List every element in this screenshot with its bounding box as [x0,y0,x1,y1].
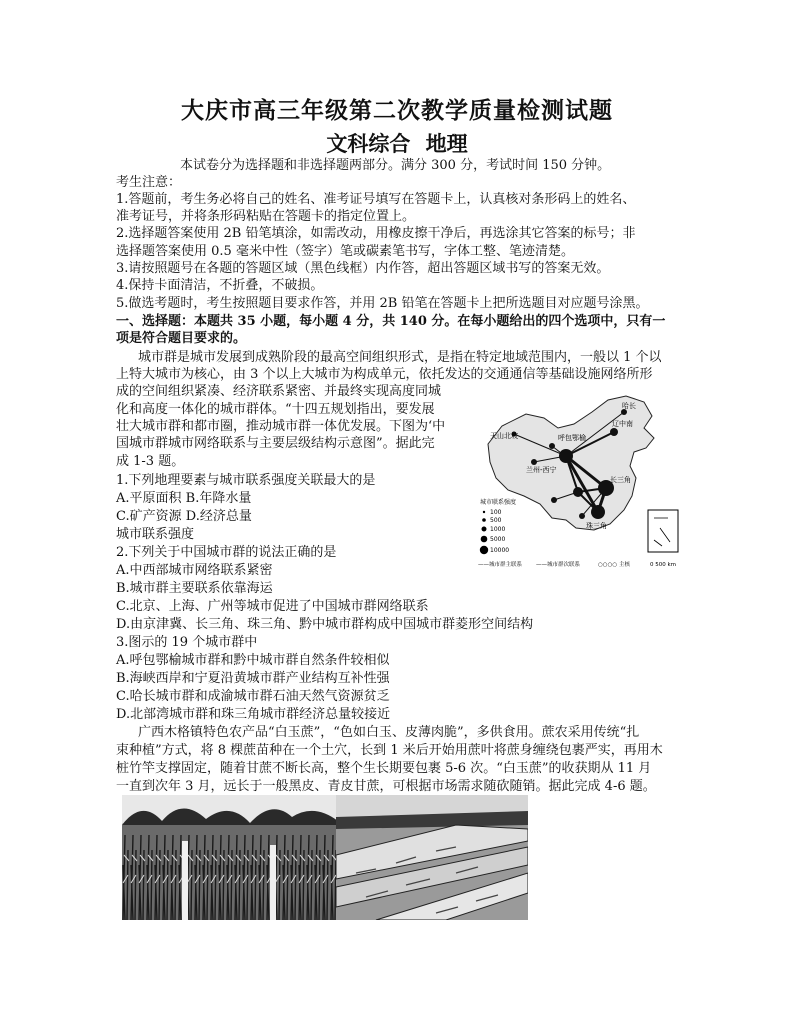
notice-line: 2.选择题答案使用 2B 铅笔填涂，如需改动，用橡皮擦干净后，再选涂其它答案的标号；非 [116,226,636,241]
passage-line: 城市群是城市发展到成熟阶段的最高空间组织形式，是指在特定地域范围内，一般以 1 个以 [138,350,662,365]
passage-line: 化和高度一体化的城市群体。“十四五规划指出，要发展 [116,402,435,417]
question-option: D.由京津冀、长三角、珠三角、黔中城市群构成中国城市群菱形空间结构 [116,617,534,632]
scale-bar-label: 0 500 km [650,562,677,568]
map-label: 呼包鄂榆 [558,434,586,442]
notice-line: 3.请按照题号在各题的答题区域（黑色线框）内作答，超出答题区域书写的答案无效。 [116,261,610,276]
question-stem: 1.下列地理要素与城市联系强度关联最大的是 [116,473,376,488]
question-option: B.城市群主要联系依靠海运 [116,581,273,596]
exam-intro: 本试卷分为选择题和非选择题两部分。满分 300 分，考试时间 150 分钟。 [180,158,611,173]
question-option: A.平原面积 B.年降水量 [116,491,252,506]
question-stem: 2.下列关于中国城市群的说法正确的是 [116,545,337,560]
sugarcane-field-photo [122,795,338,920]
passage-line: 国城市群城市网络联系与主要层级结构示意图”。据此完 [116,436,435,451]
legend-core: ○○○○ 主核 [598,562,630,568]
notice-line: 1.答题前，考生务必将自己的姓名、准考证号填写在答题卡上，认真核对条形码上的姓名、 [116,192,636,207]
question-option: C.北京、上海、广州等城市促进了中国城市群网络联系 [116,599,429,614]
south-sea-inset [648,510,678,552]
passage-line: 一直到次年 3 月，远长于一般黑皮、青皮甘蔗，可根据市场需求随砍随销。据此完成 4-6 题。 [116,779,656,794]
notice-line: 选择题答案使用 0.5 毫米中性（签字）笔或碳素笔书写，字体工整、笔迹清楚。 [116,244,574,259]
map-label: 长三角 [610,476,631,484]
passage-line: 成 1-3 题。 [116,454,185,469]
legend-value: 100 [490,509,502,516]
notice-heading: 考生注意： [116,175,182,190]
passage-line: 壮大城市群和都市圈，推动城市群一体优发展。下图为‘中 [116,419,446,434]
map-label: 兰州-西宁 [526,466,557,474]
passage-line: 上特大城市为核心，由 3 个以上大城市为构成单元，依托发达的交通通信等基础设施网络所形 [116,367,653,382]
exam-title: 大庆市高三年级第二次教学质量检测试题 [181,97,613,124]
notice-line: 5.做选考题时，考生按照题目要求作答，并用 2B 铅笔在答题卡上把所选题目对应题号涂黑。 [116,296,649,311]
map-label: 哈长 [622,402,636,410]
question-option: C.矿产资源 D.经济总量 [116,509,252,524]
passage-line: 束种植”方式，将 8 棵蔗苗种在一个土穴，长到 1 米后开始用蔗叶将蔗身缠绕包裹严实，再用木 [116,743,663,758]
passage-line: 广西木格镇特色农产品“白玉蔗”，“色如白玉、皮薄肉脆”，多供食用。蔗农采用传统“扎 [138,725,640,740]
passage-line: 成的空间组织紧凑、经济联系紧密、并最终实现高度同城 [116,384,442,399]
legend-title: 城市联系强度 [480,499,517,506]
question-stem: 3.图示的 19 个城市群中 [116,635,258,650]
map-label: 天山北坡 [490,432,518,440]
wrapped-cane-photo [336,795,528,920]
section-heading: 项是符合题目要求的。 [116,331,247,346]
legend-sub-link: ——城市群次联系 [536,562,581,568]
legend-value: 5000 [490,536,506,543]
legend-main-link: ——城市群主联系 [478,562,523,568]
question-option: D.北部湾城市群和珠三角城市群经济总量较接近 [116,707,391,722]
legend-value: 500 [490,517,502,524]
legend-value: 1000 [490,526,506,533]
notice-line: 4.保持卡面清洁，不折叠，不破损。 [116,278,324,293]
question-option: C.哈长城市群和成渝城市群石油天然气资源贫乏 [116,689,390,704]
legend-value: 10000 [490,547,510,554]
section-heading: 一、选择题：本题共 35 小题，每小题 4 分，共 140 分。在每小题给出的四个选项中，只有一 [116,314,666,329]
urban-network-map [474,392,690,570]
map-legend [480,498,516,554]
exam-subtitle: 文科综合 地理 [326,131,468,156]
passage-line: 桩竹竿支撑固定，随着甘蔗不断长高，整个生长期要包裹 5-6 次。“白玉蔗”的收获期从 11 月 [116,761,652,776]
notice-line: 准考证号，并将条形码粘贴在答题卡的指定位置上。 [116,209,416,224]
question-option: A.呼包鄂榆城市群和黔中城市群自然条件较相似 [116,653,390,668]
question-option: A.中西部城市网络联系紧密 [116,563,273,578]
question-extra: 城市联系强度 [116,527,195,542]
question-option: B.海峡西岸和宁夏沿黄城市群产业结构互补性强 [116,671,390,686]
map-label: 辽中南 [612,420,633,428]
map-label: 珠三角 [586,522,607,530]
